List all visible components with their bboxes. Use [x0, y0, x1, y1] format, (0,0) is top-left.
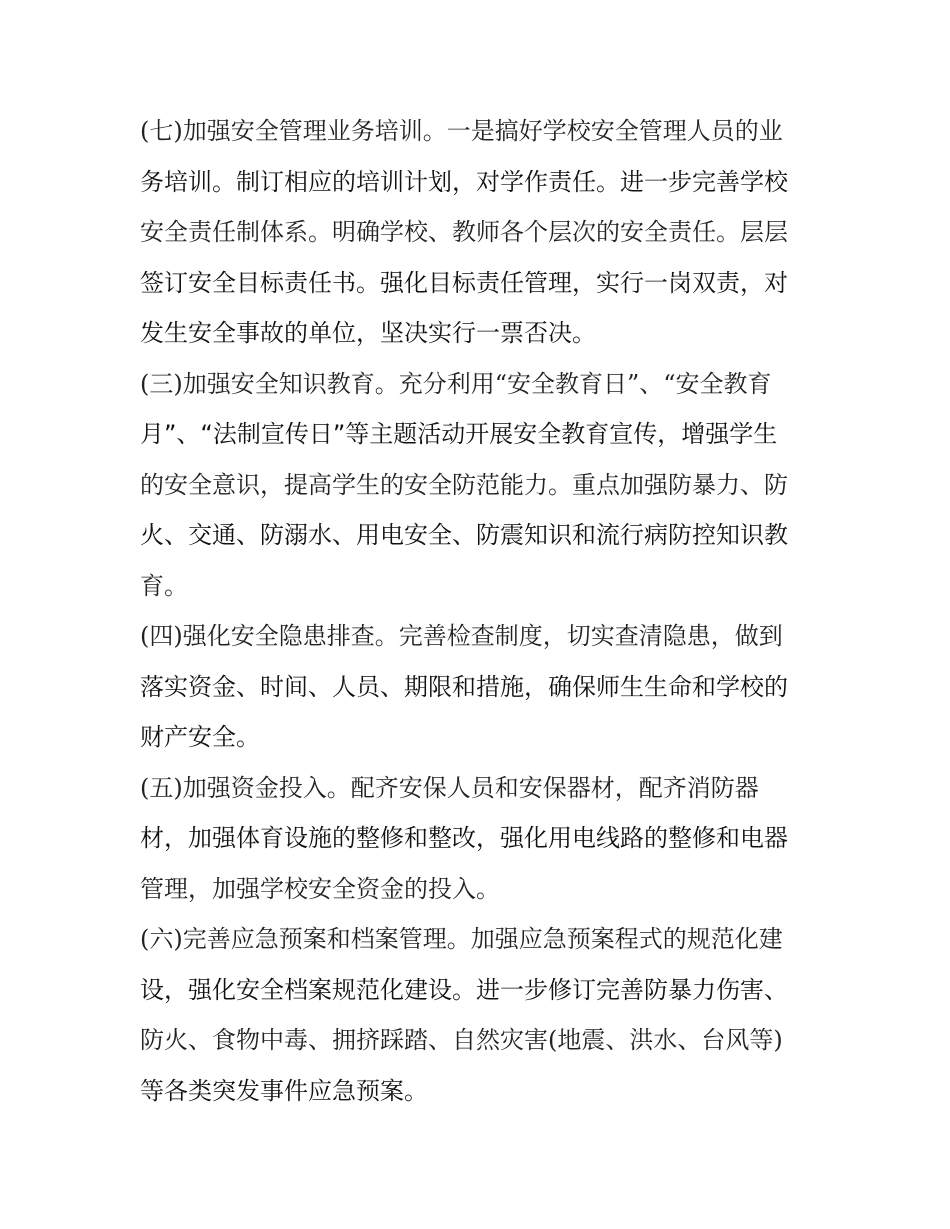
paragraph-4-line-3: 管理，加强学校安全资金的投入。 [140, 874, 500, 903]
paragraph-2-line-2: 月”、“法制宣传日”等主题活动开展安全教育宣传，增强学生 [140, 420, 778, 448]
paragraph-2-line-4: 火、交通、防溺水、用电安全、防震知识和流行病防控知识教 [140, 521, 788, 549]
paragraph-5-line-4: 等各类突发事件应急预案。 [140, 1076, 428, 1105]
paragraph-1-line-1: (七)加强安全管理业务培训。一是搞好学校安全管理人员的业 [140, 117, 783, 145]
paragraph-4-line-2: 材，加强体育设施的整修和整改，强化用电线路的整修和电器 [140, 824, 788, 852]
paragraph-5-line-2: 设，强化安全档案规范化建设。进一步修订完善防暴力伤害、 [140, 975, 788, 1004]
paragraph-3-line-2: 落实资金、时间、人员、期限和措施，确保师生生命和学校的 [140, 672, 788, 701]
paragraph-5-line-1: (六)完善应急预案和档案管理。加强应急预案程式的规范化建 [140, 925, 783, 953]
paragraph-1-line-2: 务培训。制订相应的培训计划，对学作责任。进一步完善学校 [140, 167, 788, 196]
paragraph-2-line-5: 育。 [140, 571, 188, 600]
paragraph-5-line-3: 防火、食物中毒、拥挤踩踏、自然灾害(地震、洪水、台风等) [140, 1026, 783, 1054]
paragraph-1-line-3: 安全责任制体系。明确学校、教师各个层次的安全责任。层层 [140, 218, 788, 246]
paragraph-2-line-1: (三)加强安全知识教育。充分利用“安全教育日”、“安全教育 [140, 369, 772, 398]
paragraph-1-line-4: 签订安全目标责任书。强化目标责任管理，实行一岗双责，对 [140, 268, 788, 297]
paragraph-3-line-3: 财产安全。 [140, 723, 260, 751]
paragraph-2-line-3: 的安全意识，提高学生的安全防范能力。重点加强防暴力、防 [140, 470, 788, 499]
paragraph-4-line-1: (五)加强资金投入。配齐安保人员和安保器材，配齐消防器 [140, 773, 759, 802]
paragraph-1-line-5: 发生安全事故的单位，坚决实行一票否决。 [140, 319, 596, 347]
paragraph-3-line-1: (四)强化安全隐患排查。完善检查制度，切实查清隐患，做到 [140, 622, 783, 650]
document-body [140, 106, 820, 1116]
